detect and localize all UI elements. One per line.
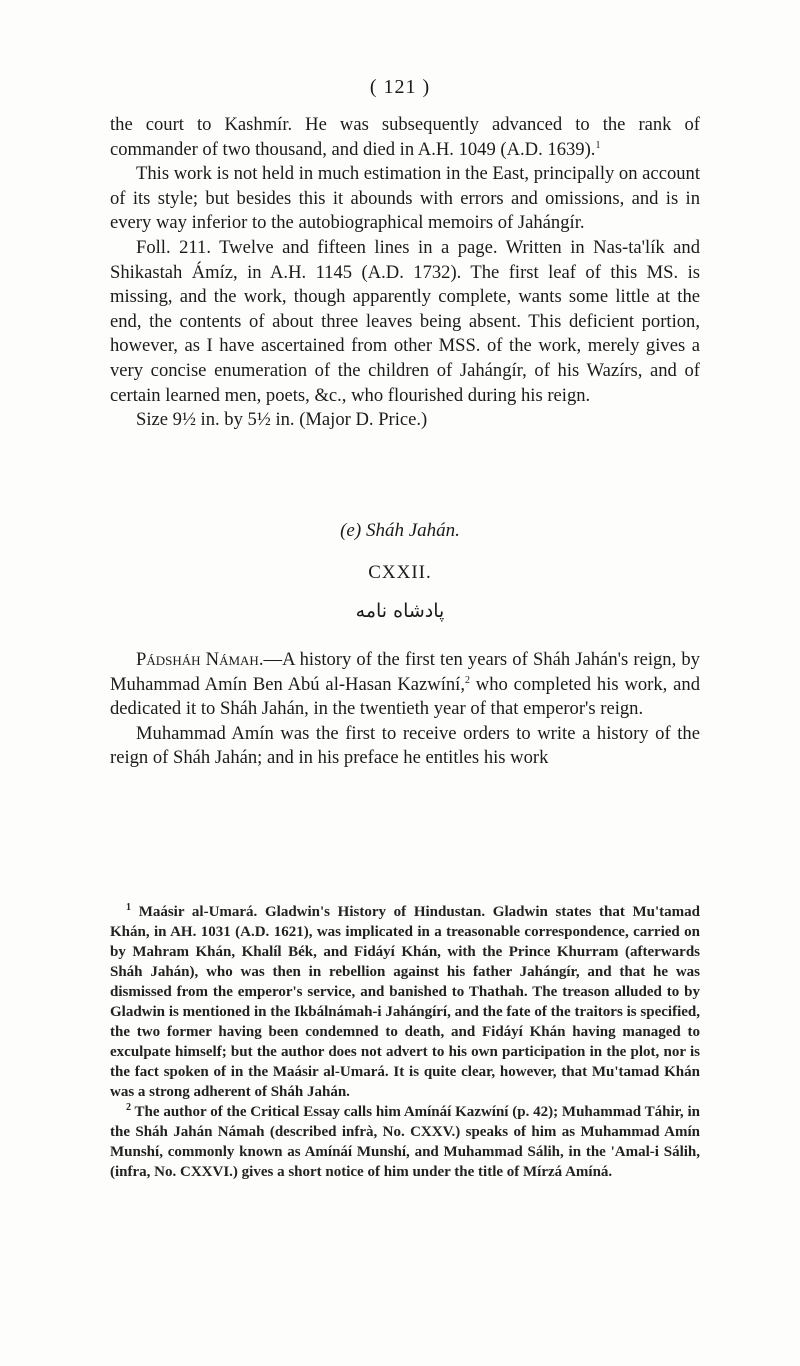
- top-text-block: [110, 113, 700, 433]
- paragraph-size: Size 9½ in. by 5½ in. (Major D. Price.): [136, 409, 428, 431]
- footnote-mark: 1: [126, 902, 131, 913]
- persian-title: پادشاه نامه: [355, 600, 445, 622]
- section-heading: (e) Sháh Jahán.: [340, 520, 460, 541]
- footnote-ref: 2: [464, 674, 470, 686]
- footnote-mark: 2: [126, 1102, 131, 1113]
- work-title: Pádsháh Námah.: [136, 649, 264, 670]
- footnote-text: Maásir al-Umará. Gladwin's History of Hindustan. Gladwin states that Mu'tamad Khán, in AH. 1031 (A.D. 1621), was implicated in a treasonable correspondence, carried on by Mahram Khán, Khalíl Bék, and Fidáyí Khán, with the Prince Khurram (afterwards Sháh Jahán), who was then in rebellion against his father Jahángír, and that he was dismissed from the emperor's service, and banished to Thathah. The treason alluded to by Gladwin is mentioned in the Ikbálnámah-i Jahángírí, and the fate of the traitors is specified, the two former having been condemned to death, and Fidáyí Khán having managed to exculpate himself; but the author does not advert to his own participation in the plot, nor is the fact spoken of in the Maásir al-Umará. It is quite clear, however, that Mu'tamad Khán was a strong adherent of Sháh Jahán.: [110, 904, 701, 1100]
- paragraph-estimation: This work is not held in much estimation in the East, principally on account of its style; but besides this it abounds with errors and omissions, and is in every way inferior to the autobiographical memoirs of Jahángír.: [110, 163, 700, 234]
- entry-number: CXXII.: [368, 562, 432, 583]
- paragraph-continuation: [110, 113, 700, 162]
- paragraph-text: who completed his work, and dedicated it to Sháh Jahán, in the twentieth year of that emperor's reign.: [110, 673, 700, 720]
- paragraph-text: the court to Kashmír. He was subsequently advanced to the rank of commander of two thousand, and died in A.H. 1049 (A.D. 1639).: [110, 114, 700, 160]
- paragraph-manuscript-description: Foll. 211. Twelve and fifteen lines in a page. Written in Nas-ta'lík and Shikastah Ámíz, in A.H. 1145 (A.D. 1732). The first leaf of this MS. is missing, and the work, though apparently complete, wants some little at the end, the contents of about three leaves being absent. This deficient portion, however, as I have ascertained from other MSS. of the work, merely gives a very concise enumeration of the children of Jahángír, of his Wazírs, and of certain learned men, poets, &c., who flourished during his reign.: [110, 236, 700, 406]
- page-number: ( 121 ): [369, 76, 431, 98]
- footnote-1: [110, 902, 700, 1102]
- middle-text-block: [110, 648, 700, 771]
- paragraph-padshah-namah: [110, 648, 700, 722]
- paragraph-text: —A history of the first ten years of Sháh Jahán's reign, by Muhammad Amín Ben Abú al-Hasan Kazwíní,: [110, 649, 700, 695]
- footnotes: [110, 902, 700, 1182]
- paragraph-muhammad-amin: Muhammad Amín was the first to receive orders to write a history of the reign of Sháh Jahán; and in his preface he entitles his work: [110, 722, 700, 769]
- footnote-text: The author of the Critical Essay calls him Amínáí Kazwíní (p. 42); Muhammad Táhir, in the Sháh Jahán Námah (described infrà, No. CXXV.) speaks of him as Muhammad Amín Munshí, commonly known as Amínáí Munshí, and Muhammad Sálih, in the 'Amal-i Sálih, (infra, No. CXXVI.) gives a short notice of him under the title of Mírzá Amíná.: [110, 1104, 700, 1180]
- footnote-ref: 1: [595, 139, 601, 151]
- footnote-2: [110, 1102, 700, 1182]
